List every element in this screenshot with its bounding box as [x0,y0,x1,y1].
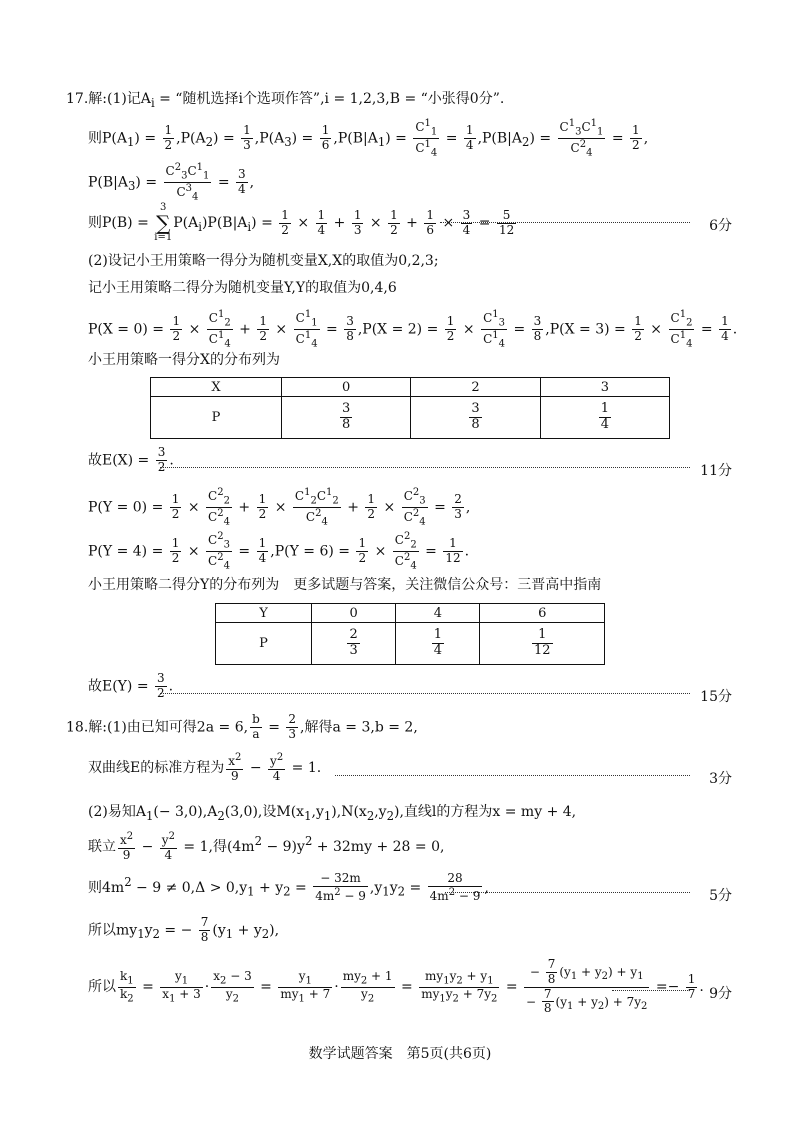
q18-line-1: 18.解:(1)由已知可得2a = 6, $\frac{b}{a}$ = $\frac{2}{3}$ ,解得a = 3,b = 2, [66,712,418,741]
table-value: 6 [480,604,605,623]
table-prob: $\frac{2}{3}$ [312,623,396,665]
table-header-prob: P [216,623,312,665]
leader-dots [445,892,690,893]
score-marker: 3分 [709,771,732,787]
q17-ey-line: 故E(Y) = $\frac{3}{2}$ . [88,671,174,700]
table-header-var: X [151,378,282,397]
table-value: 0 [312,604,396,623]
leader-dots [160,693,690,694]
table-value: 0 [282,378,411,397]
leader-dots [612,990,690,991]
q18-line-2: 双曲线E的标准方程为 $\frac{x^2}{9}$ − $\frac{y^2}{4}$ = 1. [88,752,322,783]
q17-dist-x-caption: 小王用策略一得分X的分布列为 [88,352,280,368]
q17-part2-line-2: 记小王用策略二得分为随机变量Y,Y的取值为0,4,6 [88,280,397,296]
leader-dots [440,222,690,223]
table-prob: $\frac{3}{8}$ [282,397,411,439]
table-header-prob: P [151,397,282,439]
table-header-var: Y [216,604,312,623]
q17-intro: 17.解:(1)记$A_i$ = “随机选择i个选项作答”,i = 1,2,3,B = “小张得0分”. [66,91,505,110]
score-marker: 9分 [709,986,732,1002]
q17-prob-line-1: 则$P(A_1)$ = $\frac{1}{2}$ $,P(A_2)$ = $\frac{1}{3}$ $,P(A_3)$ = $\frac{1}{6}$ $,P(B|A_1)$ = $\frac{C^1_1}{C^1_4}$ = $\frac{1}{4}$ $,P(B|A_2)$ = $\frac{C^1_3C^1_1}{C^2_4}$ = $\frac{1}{2}$ , [88,118,649,159]
q18-line-7: 所以 $\frac{k_1}{k_2}$ = $\frac{y_1}{x_1 + 3}$ · $\frac{x_2 - 3}{y_2}$ = $\frac{y_1}{my_1 + 7}$ · $\frac{my_2 + 1}{y_2}$ = $\frac{my_1y_2 + y_1}{my_1y_2 + 7y_2}$ = − $\frac{7}{8}$ $(y_1 + y_2) + y_1$ − $\frac{7}{8}$ $(y_1 + y_2) + 7y_2$ =− $\frac{1}{7}$ . [88,957,704,1016]
q18-line-3: (2)易知$A_1(- 3,0),A_2(3,0)$,设$M(x_1,y_1),N(x_2,y_2)$,直线l的方程为x = my + 4, [88,804,577,823]
q18-line-6: 所以$my_1y_2$ = − $\frac{7}{8}$ $(y_1 + y_2)$, [88,915,280,944]
q17-dist-y-caption: 小王用策略二得分Y的分布列为 更多试题与答案，关注微信公众号：三晋高中指南 [88,577,602,593]
table-prob: $\frac{3}{8}$ [411,397,540,439]
score-marker: 15分 [700,689,732,705]
table-prob: $\frac{1}{12}$ [480,623,605,665]
table-value: 3 [540,378,669,397]
score-marker: 6分 [709,218,732,234]
leader-dots [335,775,690,776]
page-footer: 数学试题答案 第5页(共6页) [308,1046,492,1062]
leader-dots [160,467,690,468]
table-value: 2 [411,378,540,397]
q17-part2-line-1: (2)设记小王用策略一得分为随机变量X,X的取值为0,2,3; [88,253,439,269]
score-marker: 5分 [709,888,732,904]
q17-px-line: P(X = 0) = $\frac{1}{2}$ × $\frac{C^1_2}{C^1_4}$ + $\frac{1}{2}$ × $\frac{C^1_1}{C^1_4}$ = $\frac{3}{8}$ ,P(X = 2) = $\frac{1}{2}$ × $\frac{C^1_3}{C^1_4}$ = $\frac{3}{8}$ ,P(X = 3) = $\frac{1}{2}$ × $\frac{C^1_2}{C^1_4}$ = $\frac{1}{4}$ . [88,309,738,350]
score-marker: 11分 [700,463,732,479]
q17-total-prob: 则P(B) = 3 ∑ i=1 $P(A_i)P(B|A_i)$ = $\frac{1}{2}$ × $\frac{1}{4}$ + $\frac{1}{3}$ × $\frac{1}{2}$ + $\frac{1}{6}$ × $\frac{3}{4}$ = $\frac{5}{12}$ [88,202,515,243]
table-prob: $\frac{1}{4}$ [396,623,480,665]
q17-py-line-2: P(Y = 4) = $\frac{1}{2}$ × $\frac{C^2_3}{C^2_4}$ = $\frac{1}{4}$ ,P(Y = 6) = $\frac{1}{2}$ × $\frac{C^2_2}{C^2_4}$ = $\frac{1}{12}$ . [88,531,470,572]
distribution-table-y [215,603,605,665]
q17-prob-line-2: $P(B|A_3)$ = $\frac{C^2_3C^1_1}{C^3_4}$ = $\frac{3}{4}$ , [88,162,255,203]
table-value: 4 [396,604,480,623]
q17-ex-line: 故E(X) = $\frac{3}{2}$ . [88,445,174,474]
table-prob: $\frac{1}{4}$ [540,397,669,439]
q17-py-line-1: P(Y = 0) = $\frac{1}{2}$ × $\frac{C^2_2}{C^2_4}$ + $\frac{1}{2}$ × $\frac{C^1_2C^1_2}{C^2_4}$ + $\frac{1}{2}$ × $\frac{C^2_3}{C^2_4}$ = $\frac{2}{3}$ , [88,487,471,528]
q18-line-5: 则$4m^2 - 9 \ne 0,\Delta > 0,y_1 + y_2$ = $\frac{- 32m}{4m^2 - 9}$ $,y_1y_2$ = $\frac{28}{4m^2 - 9}$ , [88,871,489,903]
distribution-table-x [150,377,670,439]
q18-line-4: 联立 $\frac{x^2}{9}$ − $\frac{y^2}{4}$ = 1,得$(4m^2 - 9)y^2 + 32my + 28 = 0$, [88,831,445,862]
